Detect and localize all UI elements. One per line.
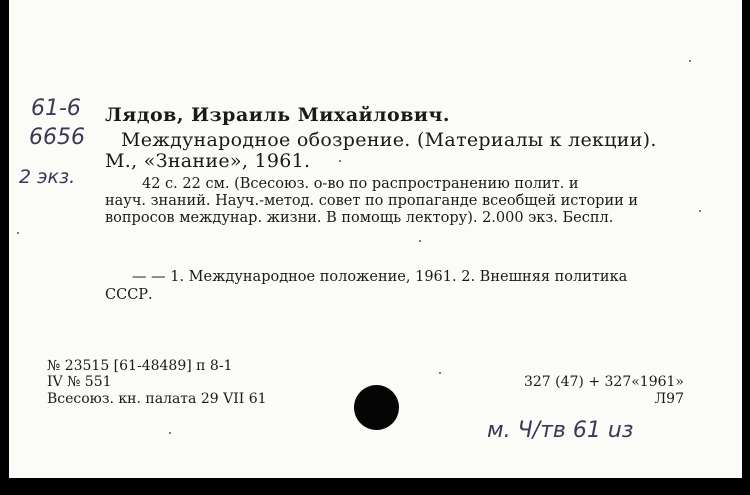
- speck: [439, 372, 441, 374]
- chamber-date: Всесоюз. кн. палата 29 VII 61: [47, 391, 267, 407]
- series-number: IV № 551: [47, 374, 112, 390]
- author-sign: Л97: [654, 391, 684, 407]
- call-number-2: 6656: [29, 125, 85, 150]
- speck: [699, 210, 701, 212]
- udc-classification: 327 (47) + 327«1961»: [523, 374, 684, 390]
- description-line: вопросов междунар. жизни. В помощь лектору). 2.000 экз. Беспл.: [105, 210, 614, 226]
- subject-headings: — — 1. Международное положение, 1961. 2. Внешняя политика: [132, 269, 628, 285]
- punch-hole: [354, 385, 399, 430]
- handwritten-margin-note: м. Ч/тв 61 uз: [487, 418, 634, 443]
- speck: [169, 432, 171, 434]
- copies-note: 2 экз.: [19, 166, 76, 188]
- title-line: Международное обозрение. (Материалы к лекции).: [121, 129, 657, 151]
- description-line: 42 с. 22 см. (Всесоюз. о-во по распространению полит. и: [142, 176, 579, 192]
- catalog-card: [9, 0, 742, 478]
- author-heading: Лядов, Израиль Михайлович.: [105, 104, 451, 126]
- speck: [689, 60, 691, 62]
- speck: [419, 240, 421, 242]
- speck: [339, 160, 341, 162]
- subject-headings-cont: СССР.: [105, 287, 153, 303]
- description-line: науч. знаний. Науч.-метод. совет по пропаганде всеобщей истории и: [105, 193, 639, 209]
- call-number-1: 61-6: [31, 96, 81, 121]
- speck: [17, 232, 19, 234]
- registration-number: № 23515 [61-48489] п 8-1: [47, 358, 233, 374]
- imprint-line: М., «Знание», 1961.: [105, 150, 311, 172]
